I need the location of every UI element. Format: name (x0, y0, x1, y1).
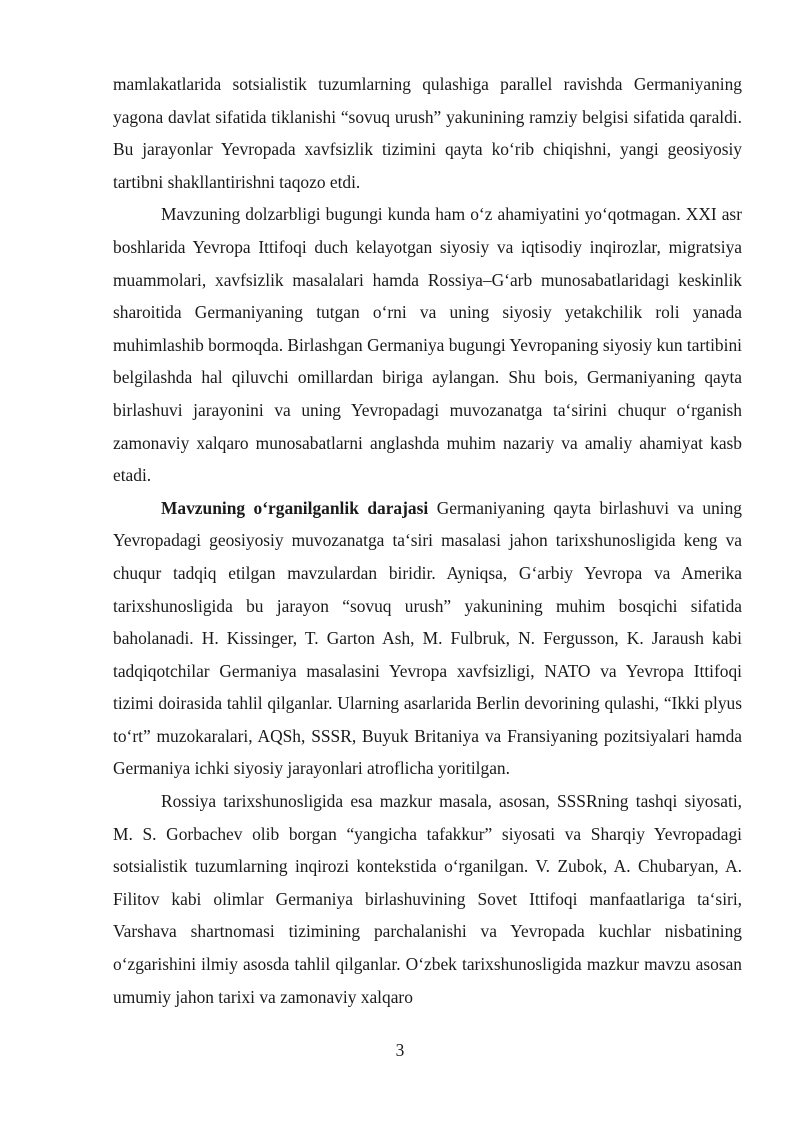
page-number: 3 (395, 1040, 405, 1060)
paragraph-russian-historiography: Rossiya tarixshunosligida esa mazkur masala, asosan, SSSRning tashqi siyosati, M. S. Gorbachev olib borgan “yangicha tafakkur” siyosati va Sharqiy Yevropadagi sotsialistik tuzumlarning inqirozi kontekstida o‘rganilgan. V. Zubok, A. Chubaryan, A. Filitov kabi olimlar Germaniya birlashuvining Sovet Ittifoqi manfaatlariga ta‘siri, Varshava shartnomasi tizimining parchalanishi va Yevropada kuchlar nisbatining o‘zgarishini ilmiy asosda tahlil qilganlar. O‘zbek tarixshunosligida mazkur mavzu asosan umumiy jahon tarixi va zamonaviy xalqaro (113, 791, 742, 1007)
paragraph-study-level (113, 492, 742, 785)
paragraph-body-text: Germaniyaning qayta birlashuvi va uning Yevropadagi geosiyosiy muvozanatga ta‘siri masalasi jahon tarixshunosligida keng va chuqur tadqiq etilgan mavzulardan biridir. Ayniqsa, G‘arbiy Yevropa va Amerika tarixshunosligida bu jarayon “sovuq urush” yakunining muhim bosqichi sifatida baholanadi. H. Kissinger, T. Garton Ash, M. Fulbruk, N. Fergusson, K. Jaraush kabi tadqiqotchilar Germaniya masalasini Yevropa xavfsizligi, NATO va Yevropa Ittifoqi tizimi doirasida tahlil qilganlar. Ularning asarlarida Berlin devorining qulashi, “Ikki plyus to‘rt” muzokaralari, AQSh, SSSR, Buyuk Britaniya va Fransiyaning pozitsiyalari hamda Germaniya ichki siyosiy jarayonlari atroflicha yoritilgan. (113, 497, 742, 779)
paragraph-continuation: mamlakatlarida sotsialistik tuzumlarning qulashiga parallel ravishda Germaniyaning yagona davlat sifatida tiklanishi “sovuq urush” yakunining ramziy belgisi sifatida qaraldi. Bu jarayonlar Yevropada xavfsizlik tizimini qayta ko‘rib chiqishni, yangi geosiyosiy tartibni shakllantirishni taqozo etdi. (113, 74, 742, 192)
paragraph-bold-heading: Mavzuning o‘rganilganlik darajasi (161, 497, 429, 518)
document-page (113, 68, 742, 1013)
paragraph-relevance: Mavzuning dolzarbligi bugungi kunda ham o‘z ahamiyatini yo‘qotmagan. XXI asr boshlarida Yevropa Ittifoqi duch kelayotgan siyosiy va iqtisodiy inqirozlar, migratsiya muammolari, xavfsizlik masalalari hamda Rossiya–G‘arb munosabatlaridagi keskinlik sharoitida Germaniyaning tutgan o‘rni va uning siyosiy yetakchilik roli yanada muhimlashib bormoqda. Birlashgan Germaniya bugungi Yevropaning siyosiy kun tartibini belgilashda hal qiluvchi omillardan biriga aylangan. Shu bois, Germaniyaning qayta birlashuvi jarayonini va uning Yevropadagi muvozanatga ta‘sirini chuqur o‘rganish zamonaviy xalqaro munosabatlarni anglashda muhim nazariy va amaliy ahamiyat kasb etadi. (113, 204, 742, 486)
